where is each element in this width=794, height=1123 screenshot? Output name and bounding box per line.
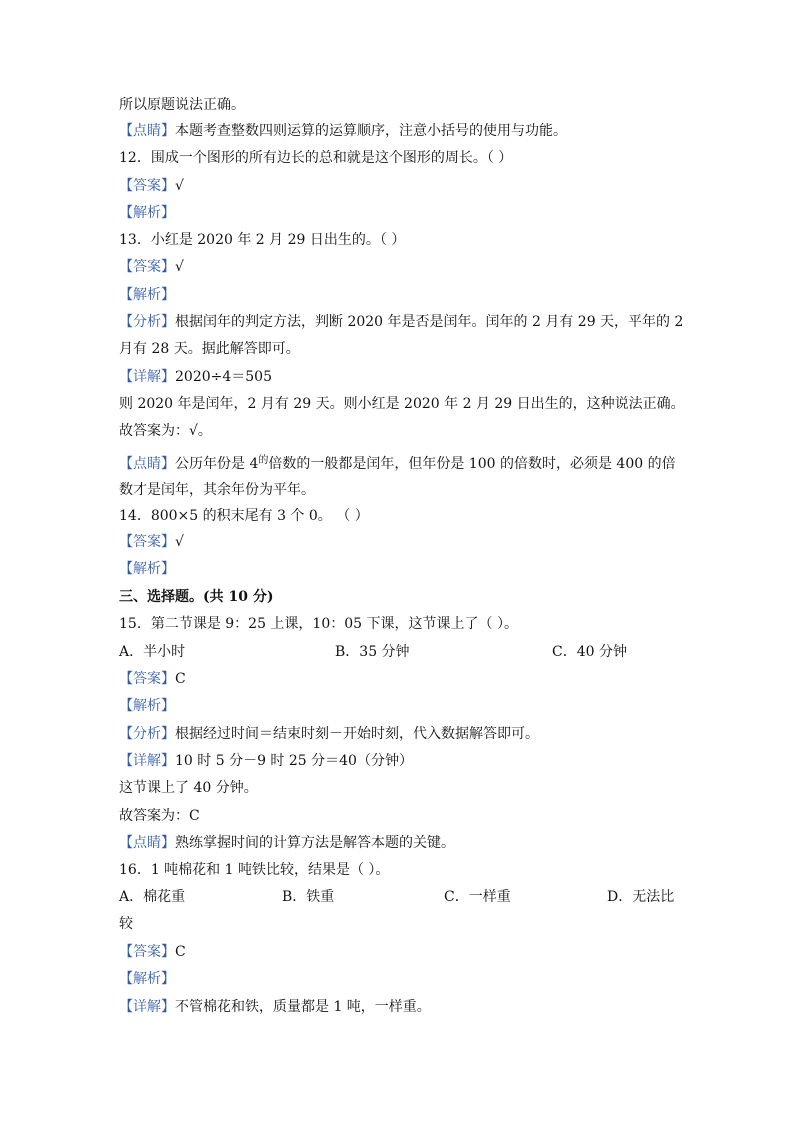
answer-line [119, 176, 184, 196]
analysis-tag: 【解析】 [119, 205, 175, 221]
dianjing-text: 倍数的一般都是闰年，但年份是 100 的倍数时，必须是 400 的倍 [268, 456, 676, 472]
answer-line [119, 669, 186, 689]
answer-line [119, 942, 186, 962]
fenxi-tag: 【分析】 [119, 314, 175, 330]
analysis-tag: 【解析】 [119, 287, 175, 303]
question-13: 13．小红是 2020 年 2 月 29 日出生的。（ ） [119, 232, 406, 248]
analysis-tag: 【解析】 [119, 971, 175, 987]
answer-value: C [175, 944, 186, 960]
answer-value: √ [175, 534, 184, 550]
xiangjie-tag: 【详解】 [119, 369, 175, 385]
fenxi-text: 根据闰年的判定方法，判断 2020 年是否是闰年。闰年的 2 月有 29 天，平年的 2 [175, 314, 684, 330]
question-12: 12．围成一个图形的所有边长的总和就是这个图形的周长。（ ） [119, 150, 513, 166]
text-line: 故答案为：C [119, 808, 200, 824]
dianjing-text-cont: 数才是闰年，其余年份为平年。 [119, 482, 315, 498]
text-line: 所以原题说法正确。 [119, 97, 245, 113]
answer-line [119, 257, 184, 277]
dianjing-line [119, 833, 455, 853]
fenxi-line [119, 724, 539, 744]
xiangjie-line [119, 751, 413, 771]
option-c: C．40 分钟 [552, 644, 627, 660]
text-line: 则 2020 年是闰年，2 月有 29 天。则小红是 2020 年 2 月 29 日出生的，这种说法正确。 [119, 396, 685, 412]
xiangjie-text: 2020÷4＝505 [175, 369, 272, 385]
fenxi-text: 根据经过时间＝结束时刻－开始时刻，代入数据解答即可。 [175, 726, 539, 742]
dianjing-line [119, 454, 676, 476]
options-row [0, 887, 794, 907]
option-c: C．一样重 [444, 889, 511, 905]
xiangjie-tag: 【详解】 [119, 753, 175, 769]
xiangjie-text: 不管棉花和铁，质量都是 1 吨，一样重。 [175, 999, 431, 1015]
answer-value: √ [175, 259, 184, 275]
xiangjie-line [119, 997, 431, 1017]
answer-tag: 【答案】 [119, 944, 175, 960]
dianjing-text: 公历年份是 4 [175, 456, 259, 472]
fenxi-text-cont: 月有 28 天。据此解答即可。 [119, 341, 300, 357]
xiangjie-tag: 【详解】 [119, 999, 175, 1015]
question-16: 16．1 吨棉花和 1 吨铁比较，结果是（ ）。 [119, 862, 390, 878]
dianjing-tag: 【点睛】 [119, 123, 175, 139]
answer-tag: 【答案】 [119, 671, 175, 687]
option-d-cont: 较 [119, 916, 133, 932]
dianjing-line [119, 121, 567, 141]
answer-value: √ [175, 178, 184, 194]
analysis-tag: 【解析】 [119, 698, 175, 714]
option-d: D．无法比 [607, 889, 675, 905]
xiangjie-line [119, 367, 272, 387]
answer-value: C [175, 671, 186, 687]
answer-tag: 【答案】 [119, 534, 175, 550]
analysis-tag: 【解析】 [119, 561, 175, 577]
options-row [0, 642, 794, 662]
option-a: A．半小时 [119, 644, 186, 660]
question-15: 15．第二节课是 9：25 上课，10：05 下课，这节课上了（ ）。 [119, 616, 518, 632]
text-line: 故答案为：√。 [119, 423, 212, 439]
xiangjie-text: 10 时 5 分－9 时 25 分＝40（分钟） [175, 753, 413, 769]
answer-line [119, 532, 184, 552]
dianjing-sup: 的 [258, 455, 269, 466]
dianjing-tag: 【点睛】 [119, 835, 175, 851]
text-line: 这节课上了 40 分钟。 [119, 780, 258, 796]
option-b: B．铁重 [282, 889, 335, 905]
section-heading: 三、选择题。(共 10 分) [119, 589, 274, 605]
dianjing-tag: 【点睛】 [119, 456, 175, 472]
question-14: 14．800×5 的积末尾有 3 个 0。 （ ） [119, 508, 369, 524]
answer-tag: 【答案】 [119, 259, 175, 275]
option-b: B．35 分钟 [335, 644, 410, 660]
fenxi-line [119, 312, 683, 332]
option-a: A．棉花重 [119, 889, 186, 905]
dianjing-text: 本题考查整数四则运算的运算顺序，注意小括号的使用与功能。 [175, 123, 567, 139]
answer-tag: 【答案】 [119, 178, 175, 194]
dianjing-text: 熟练掌握时间的计算方法是解答本题的关键。 [175, 835, 455, 851]
fenxi-tag: 【分析】 [119, 726, 175, 742]
